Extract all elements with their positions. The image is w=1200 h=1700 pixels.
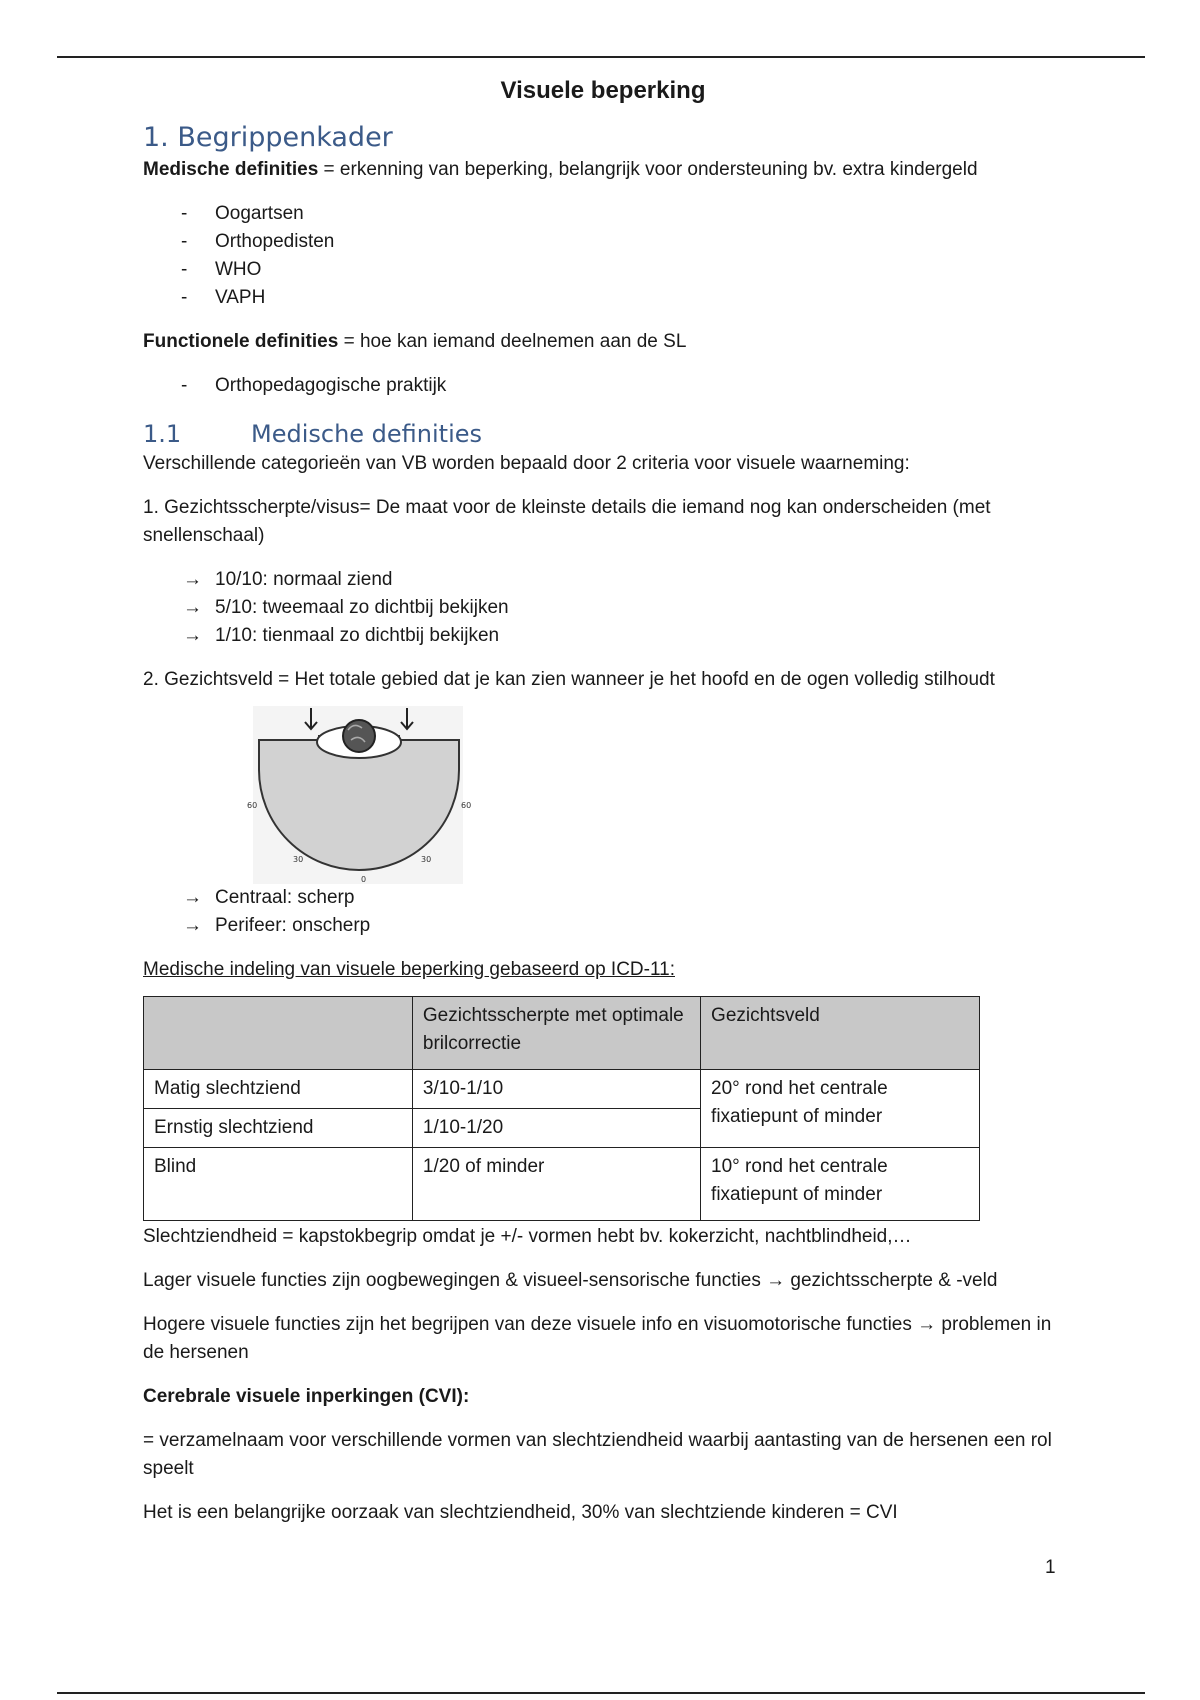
table-cell: Blind [144, 1148, 413, 1221]
table-cell-merged: 20° rond het centrale fixatiepunt of minder [701, 1070, 980, 1148]
arrow-bullet: → [183, 597, 202, 618]
paragraph-medical [143, 156, 1063, 184]
table-cell: 3/10-1/10 [412, 1070, 700, 1109]
visual-field-diagram [247, 706, 472, 884]
list-item: → Centraal: scherp [143, 884, 1063, 912]
table-header-cell: Gezichtsveld [701, 997, 980, 1070]
table-cell: 10° rond het centrale fixatiepunt of minder [701, 1148, 980, 1221]
list-item: → 10/10: normaal ziend [143, 566, 1063, 594]
doc-title: Visuele beperking [500, 77, 706, 104]
icd-table [143, 996, 980, 1221]
list-item: → 1/10: tienmaal zo dichtbij bekijken [143, 622, 1063, 650]
arrow-bullet: → [183, 915, 202, 936]
list-item: → Perifeer: onscherp [143, 912, 1063, 940]
head-icon [343, 720, 375, 752]
paragraph-lager: Lager visuele functies zijn oogbewegingen & visueel-sensorische functies → gezichtsscherpte & -veld [143, 1270, 998, 1291]
paragraph-hogere: Hogere visuele functies zijn het begrijpen van deze visuele info en visuomotorische functies → problemen in de hersenen [143, 1314, 1052, 1363]
table-header-cell: Gezichtsscherpte met optimale brilcorrectie [412, 997, 700, 1070]
field-list [143, 884, 1063, 940]
paragraph-cvi-cause: Het is een belangrijke oorzaak van slechtziendheid, 30% van slechtziende kinderen = CVI [143, 1502, 898, 1523]
paragraph-intro: Verschillende categorieën van VB worden bepaald door 2 criteria voor visuele waarneming: [143, 453, 910, 474]
page-body [143, 70, 1063, 1543]
arrow-bullet: → [183, 887, 202, 908]
text-medical: = erkenning van beperking, belangrijk voor ondersteuning bv. extra kindergeld [318, 159, 978, 180]
section-number: 1.1 [143, 420, 182, 448]
table-row [144, 1148, 980, 1221]
visus-list [143, 566, 1063, 650]
term-medical: Medische definities [143, 159, 319, 180]
dash-bullet: - [181, 375, 188, 396]
list-item: → 5/10: tweemaal zo dichtbij bekijken [143, 594, 1063, 622]
arrow-bullet: → [183, 569, 202, 590]
label-0: 0 [361, 875, 367, 884]
arrow-bullet: → [183, 625, 202, 646]
table-cell: 1/20 of minder [412, 1148, 700, 1221]
section-title: Medische definities [251, 420, 483, 448]
list-item: - VAPH [143, 284, 1063, 312]
dash-bullet: - [181, 231, 188, 252]
list-item: - Oogartsen [143, 200, 1063, 228]
paragraph-criterion-2: 2. Gezichtsveld = Het totale gebied dat je kan zien wanneer je het hoofd en de ogen volledig stilhoudt [143, 669, 995, 690]
visual-field-figure [143, 706, 1063, 884]
cvi-heading: Cerebrale visuele inperkingen (CVI): [143, 1386, 470, 1407]
functional-list [143, 372, 1063, 400]
list-item: - Orthopedisten [143, 228, 1063, 256]
label-60-left: 60 [247, 801, 258, 810]
label-30-left: 30 [293, 855, 304, 864]
table-cell: 1/10-1/20 [412, 1109, 700, 1148]
page-number: 1 [1045, 1557, 1056, 1578]
header-rule [57, 56, 1145, 58]
table-cell: Ernstig slechtziend [144, 1109, 413, 1148]
dash-bullet: - [181, 259, 188, 280]
heading-begrippenkader: 1. Begrippenkader [143, 122, 393, 153]
table-header-row [144, 997, 980, 1070]
dash-bullet: - [181, 203, 188, 224]
table-caption: Medische indeling van visuele beperking gebaseerd op ICD-11: [143, 959, 675, 980]
dash-bullet: - [181, 287, 188, 308]
label-60-right: 60 [461, 801, 472, 810]
list-item: - Orthopedagogische praktijk [143, 372, 1063, 400]
text-functional: = hoe kan iemand deelnemen aan de SL [338, 331, 687, 352]
table-header-cell [144, 997, 413, 1070]
term-functional: Functionele definities [143, 331, 339, 352]
table-cell: Matig slechtziend [144, 1070, 413, 1109]
list-item: - WHO [143, 256, 1063, 284]
medical-list [143, 200, 1063, 312]
paragraph-slechtziendheid: Slechtziendheid = kapstokbegrip omdat je +/- vormen hebt bv. kokerzicht, nachtblindheid,… [143, 1226, 912, 1247]
table-row [144, 1070, 980, 1109]
label-30-right: 30 [421, 855, 432, 864]
paragraph-functional [143, 328, 1063, 356]
heading-medische-definities [143, 418, 1063, 450]
paragraph-criterion-1: 1. Gezichtsscherpte/visus= De maat voor de kleinste details die iemand nog kan onderscheiden (met snellenschaal) [143, 497, 991, 546]
footer-rule [57, 1692, 1145, 1694]
paragraph-cvi-definition: = verzamelnaam voor verschillende vormen van slechtziendheid waarbij aantasting van de hersenen een rol speelt [143, 1430, 1052, 1479]
